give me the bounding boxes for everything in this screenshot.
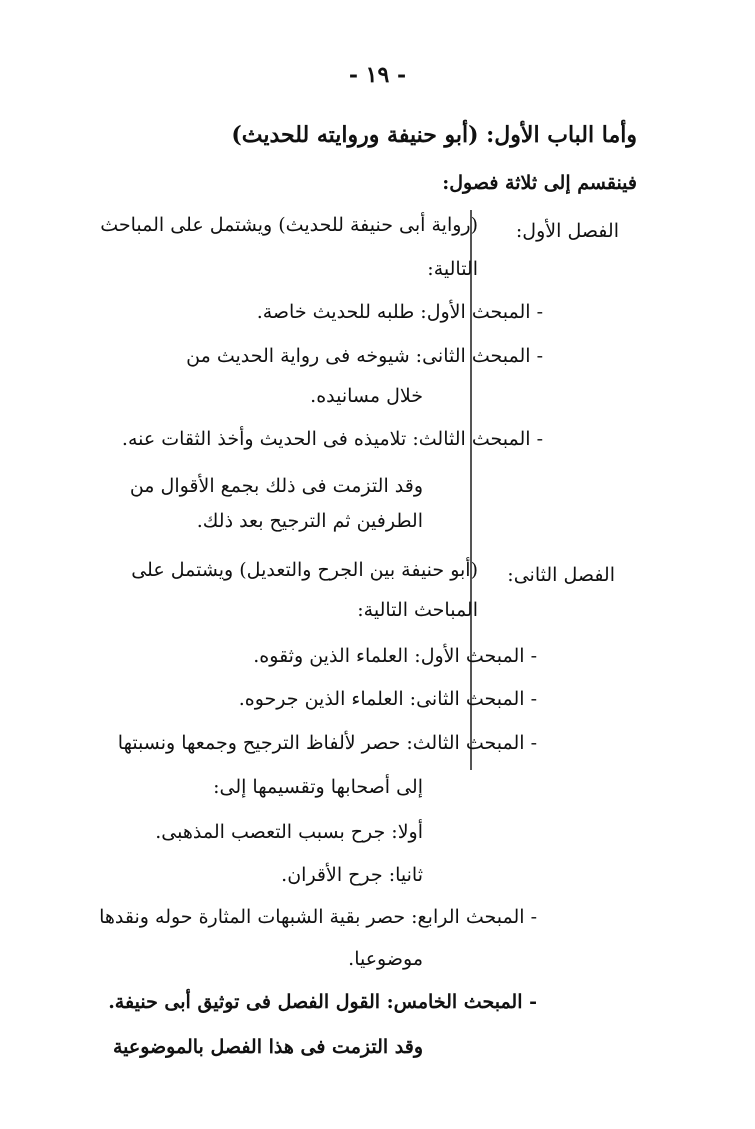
chapter2-item: - المبحث الخامس: القول الفصل فى توثيق أبى حنيفة. — [108, 991, 537, 1013]
chapter2-title-line2: المباحث التالية: — [357, 599, 478, 621]
chapter1-item: - المبحث الثالث: تلاميذه فى الحديث وأخذ الثقات عنه. — [121, 428, 543, 450]
chapter2-item-continuation: موضوعيا. — [348, 948, 423, 970]
chapter1-note-line1: وقد التزمت فى ذلك بجمع الأقوال من — [129, 475, 423, 497]
chapter2-item: - المبحث الثالث: حصر لألفاظ الترجيح وجمعها ونسبتها — [117, 732, 537, 754]
chapter2-label: الفصل الثانى: — [507, 564, 615, 586]
closing-line: وقد التزمت فى هذا الفصل بالموضوعية — [112, 1036, 423, 1058]
chapter1-item: - المبحث الثانى: شيوخه فى رواية الحديث من — [186, 345, 543, 367]
chapter2-item: - المبحث الرابع: حصر بقية الشبهات المثارة حوله ونقدها — [99, 906, 537, 928]
chapter1-title-line2: التالية: — [427, 258, 478, 280]
chapter2-title-line1: (أبو حنيفة بين الجرح والتعديل) ويشتمل على — [131, 559, 478, 581]
section-heading: وأما الباب الأول: (أبو حنيفة وروايته للحديث) — [231, 122, 637, 148]
chapter2-subitem: ثانيا: جرح الأقران. — [281, 864, 423, 886]
chapter2-item-continuation: إلى أصحابها وتقسيمها إلى: — [213, 776, 423, 798]
chapter1-title-line1: (رواية أبى حنيفة للحديث) ويشتمل على المباحث — [100, 214, 478, 236]
margin-rule — [470, 210, 472, 770]
chapter2-item: - المبحث الثانى: العلماء الذين جرحوه. — [238, 688, 537, 710]
chapter2-subitem: أولا: جرح بسبب التعصب المذهبى. — [155, 821, 423, 843]
chapter1-label: الفصل الأول: — [515, 220, 619, 242]
intro-line: فينقسم إلى ثلاثة فصول: — [442, 172, 637, 194]
page-number: - ١٩ - — [348, 62, 407, 88]
chapter1-note-line2: الطرفين ثم الترجيح بعد ذلك. — [196, 510, 423, 532]
chapter1-item: - المبحث الأول: طلبه للحديث خاصة. — [256, 301, 543, 323]
chapter1-item-continuation: خلال مسانيده. — [310, 385, 423, 407]
chapter2-item: - المبحث الأول: العلماء الذين وثقوه. — [253, 645, 537, 667]
